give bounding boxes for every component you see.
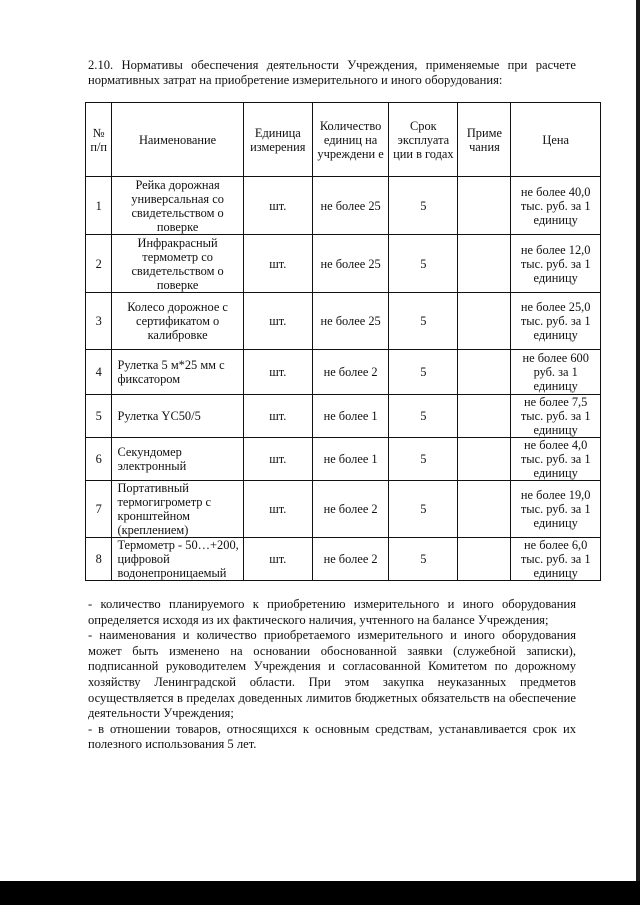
- cell-qty: не более 2: [312, 481, 388, 538]
- cell-note: [458, 293, 511, 350]
- cell-term: 5: [389, 538, 458, 581]
- cell-name: Рулетка YC50/5: [112, 395, 243, 438]
- cell-name: Колесо дорожное с сертификатом о калибровке: [112, 293, 243, 350]
- cell-price: не более 7,5 тыс. руб. за 1 единицу: [511, 395, 601, 438]
- cell-price: не более 600 руб. за 1 единицу: [511, 350, 601, 395]
- note-paragraph: - в отношении товаров, относящихся к основным средствам, устанавливается срок их полезного использования 5 лет.: [88, 721, 576, 752]
- table-row: [86, 438, 601, 481]
- table-row: [86, 235, 601, 293]
- cell-note: [458, 481, 511, 538]
- cell-note: [458, 438, 511, 481]
- cell-unit: шт.: [243, 177, 312, 235]
- scan-bottom-band: [0, 881, 640, 905]
- cell-name: Рулетка 5 м*25 мм с фиксатором: [112, 350, 243, 395]
- cell-num: 6: [86, 438, 112, 481]
- section-heading: [88, 58, 576, 88]
- table-row: [86, 481, 601, 538]
- cell-unit: шт.: [243, 235, 312, 293]
- header-price: Цена: [511, 103, 601, 177]
- cell-num: 1: [86, 177, 112, 235]
- cell-num: 8: [86, 538, 112, 581]
- header-term: Срок эксплуата ции в годах: [389, 103, 458, 177]
- cell-price: не более 25,0 тыс. руб. за 1 единицу: [511, 293, 601, 350]
- notes-block: [88, 597, 576, 753]
- cell-qty: не более 1: [312, 395, 388, 438]
- cell-note: [458, 177, 511, 235]
- cell-name: Термометр - 50…+200, цифровой водонепроницаемый: [112, 538, 243, 581]
- cell-name: Портативный термогигрометр с кронштейном (креплением): [112, 481, 243, 538]
- cell-num: 5: [86, 395, 112, 438]
- heading-line-1: 2.10. Нормативы обеспечения деятельности Учреждения, применяемые при расчете: [88, 58, 576, 72]
- cell-term: 5: [389, 350, 458, 395]
- note-paragraph: - наименования и количество приобретаемого измерительного и иного оборудования может быть изменено на основании обоснованной заявки (служебной записки), подписанной руководителем Учреждения и согласованной Комитетом по дорожному хозяйству Ленинградской области. При этом закупка неуказанных предметов осуществляется в пределах доведенных лимитов бюджетных обязательств на обеспечение деятельности Учреждения;: [88, 628, 576, 721]
- cell-num: 7: [86, 481, 112, 538]
- cell-unit: шт.: [243, 395, 312, 438]
- header-num: № п/п: [86, 103, 112, 177]
- cell-qty: не более 25: [312, 177, 388, 235]
- scan-edge: [636, 0, 640, 905]
- cell-name: Инфракрасный термометр со свидетельством о поверке: [112, 235, 243, 293]
- cell-term: 5: [389, 481, 458, 538]
- cell-unit: шт.: [243, 538, 312, 581]
- heading-line-2: нормативных затрат на приобретение измерительного и иного оборудования:: [88, 73, 503, 87]
- cell-price: не более 12,0 тыс. руб. за 1 единицу: [511, 235, 601, 293]
- cell-term: 5: [389, 177, 458, 235]
- table-row: [86, 538, 601, 581]
- cell-term: 5: [389, 235, 458, 293]
- header-unit: Единица измерения: [243, 103, 312, 177]
- cell-price: не более 40,0 тыс. руб. за 1 единицу: [511, 177, 601, 235]
- cell-qty: не более 25: [312, 235, 388, 293]
- cell-unit: шт.: [243, 481, 312, 538]
- cell-price: не более 6,0 тыс. руб. за 1 единицу: [511, 538, 601, 581]
- cell-unit: шт.: [243, 438, 312, 481]
- header-name: Наименование: [112, 103, 243, 177]
- table-row: [86, 293, 601, 350]
- note-paragraph: - количество планируемого к приобретению измерительного и иного оборудования определяется исходя из их фактического наличия, учтенного на балансе Учреждения;: [88, 597, 576, 627]
- cell-name: Секундомер электронный: [112, 438, 243, 481]
- cell-note: [458, 395, 511, 438]
- table-header-row: [86, 103, 601, 177]
- cell-price: не более 19,0 тыс. руб. за 1 единицу: [511, 481, 601, 538]
- cell-qty: не более 1: [312, 438, 388, 481]
- cell-unit: шт.: [243, 293, 312, 350]
- cell-num: 4: [86, 350, 112, 395]
- cell-term: 5: [389, 395, 458, 438]
- cell-qty: не более 2: [312, 350, 388, 395]
- table-row: [86, 395, 601, 438]
- cell-num: 2: [86, 235, 112, 293]
- equipment-norms-table: [85, 102, 601, 581]
- header-qty: Количество единиц на учреждени е: [312, 103, 388, 177]
- header-note: Приме чания: [458, 103, 511, 177]
- cell-price: не более 4,0 тыс. руб. за 1 единицу: [511, 438, 601, 481]
- cell-note: [458, 350, 511, 395]
- table-row: [86, 350, 601, 395]
- cell-note: [458, 538, 511, 581]
- cell-term: 5: [389, 438, 458, 481]
- table-row: [86, 177, 601, 235]
- cell-qty: не более 2: [312, 538, 388, 581]
- cell-qty: не более 25: [312, 293, 388, 350]
- cell-unit: шт.: [243, 350, 312, 395]
- cell-note: [458, 235, 511, 293]
- cell-name: Рейка дорожная универсальная со свидетельством о поверке: [112, 177, 243, 235]
- cell-num: 3: [86, 293, 112, 350]
- cell-term: 5: [389, 293, 458, 350]
